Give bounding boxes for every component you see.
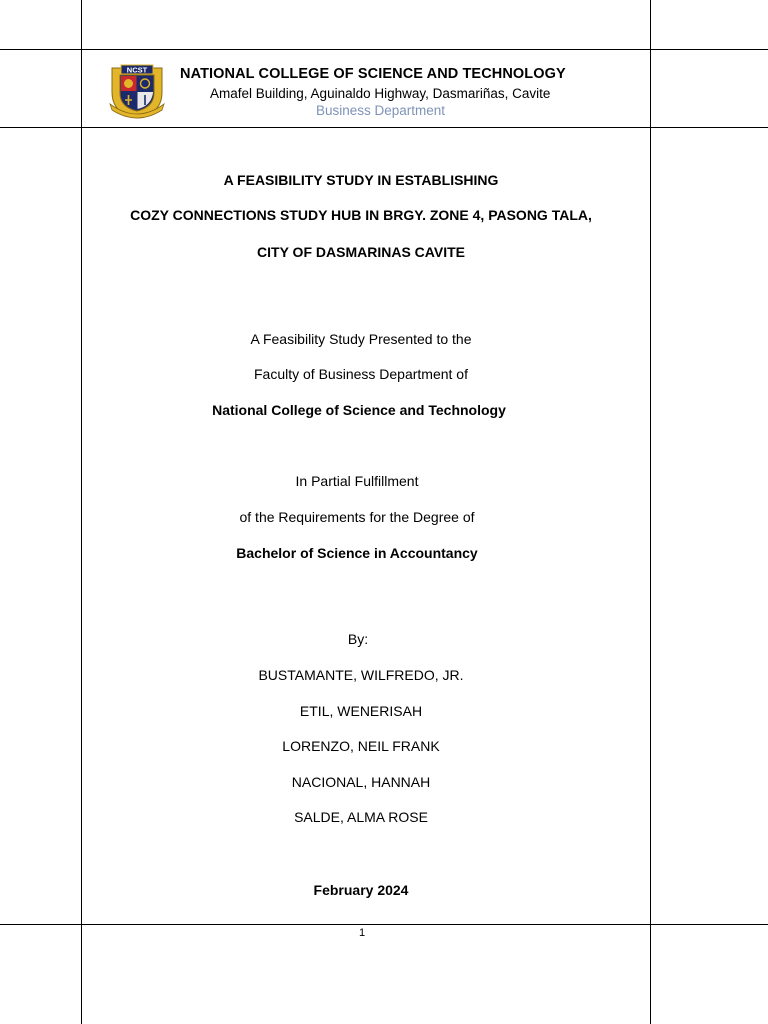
fulfillment-line-2: of the Requirements for the Degree of	[239, 509, 475, 525]
header-bottom-line	[0, 127, 768, 128]
page-number: 1	[358, 927, 366, 939]
presentation-line-1: A Feasibility Study Presented to the	[250, 331, 472, 347]
author-name: SALDE, ALMA ROSE	[294, 809, 428, 825]
ncst-seal-logo	[106, 62, 168, 120]
presentation-institution: National College of Science and Technology	[212, 402, 506, 418]
footer-line	[0, 924, 768, 925]
submission-date: February 2024	[313, 882, 409, 898]
by-label: By:	[347, 631, 369, 647]
author-name: BUSTAMANTE, WILFREDO, JR.	[258, 667, 464, 683]
presentation-line-2: Faculty of Business Department of	[254, 366, 468, 382]
study-title-line-2: COZY CONNECTIONS STUDY HUB IN BRGY. ZONE 4, PASONG TALA,	[130, 207, 592, 223]
institution-address: Amafel Building, Aguinaldo Highway, Dasmariñas, Cavite	[210, 86, 551, 101]
institution-name: NATIONAL COLLEGE OF SCIENCE AND TECHNOLOGY	[180, 66, 566, 82]
department-name: Business Department	[316, 103, 446, 118]
study-title-line-1: A FEASIBILITY STUDY IN ESTABLISHING	[223, 172, 499, 188]
seal-banner-text: NCST	[126, 65, 148, 75]
fulfillment-line-1: In Partial Fulfillment	[295, 473, 419, 489]
author-name: LORENZO, NEIL FRANK	[282, 738, 440, 754]
study-title-line-3: CITY OF DASMARINAS CAVITE	[257, 244, 465, 260]
header-top-line	[0, 49, 768, 50]
degree-name: Bachelor of Science in Accountancy	[236, 545, 478, 561]
author-name: ETIL, WENERISAH	[299, 703, 423, 719]
author-name: NACIONAL, HANNAH	[291, 774, 431, 790]
